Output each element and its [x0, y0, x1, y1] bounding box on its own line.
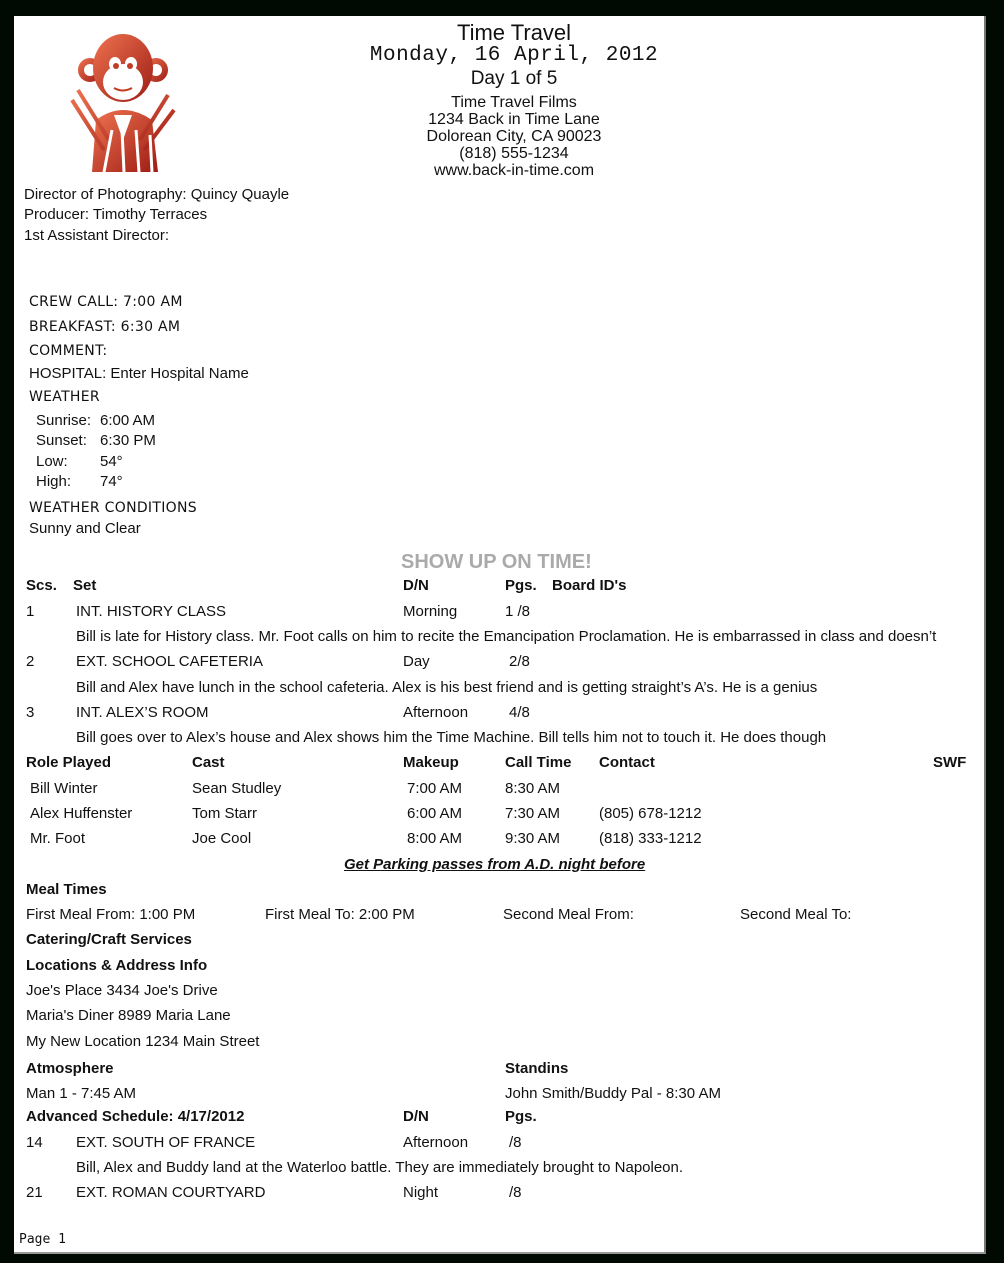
second-meal-from: Second Meal From: — [503, 906, 634, 923]
first-meal-from: First Meal From: 1:00 PM — [26, 906, 196, 923]
hospital: HOSPITAL: Enter Hospital Name — [29, 365, 249, 382]
company-phone: (818) 555-1234 — [459, 145, 569, 162]
location-item: Maria's Diner 8989 Maria Lane — [26, 1007, 231, 1024]
scene-number: 3 — [26, 704, 35, 721]
atmosphere-title: Atmosphere — [26, 1060, 114, 1077]
weather-label: Sunset: — [36, 432, 87, 449]
scene-pages: 4/8 — [509, 704, 530, 721]
scene-dn: Afternoon — [403, 1134, 469, 1151]
scene-pages: 1 /8 — [505, 603, 531, 620]
location-item: Joe's Place 3434 Joe's Drive — [26, 982, 218, 999]
advanced-col-dn: D/N — [403, 1108, 429, 1125]
scene-pages: /8 — [509, 1184, 522, 1201]
locations-title: Locations & Address Info — [26, 957, 208, 974]
scene-dn: Morning — [403, 603, 458, 620]
second-meal-to: Second Meal To: — [740, 906, 852, 923]
col-scs: Scs. — [26, 577, 57, 594]
cast-makeup: 7:00 AM — [407, 780, 463, 797]
company-website[interactable]: www.back-in-time.com — [433, 162, 595, 179]
location-item: My New Location 1234 Main Street — [26, 1033, 260, 1050]
producer: Producer: Timothy Terraces — [24, 206, 208, 223]
company-name: Time Travel Films — [451, 94, 577, 111]
cast-name: Tom Starr — [192, 805, 258, 822]
meal-times-title: Meal Times — [26, 881, 107, 898]
cast-call: 8:30 AM — [505, 780, 561, 797]
monkey-logo-icon — [64, 30, 184, 175]
scene-set: EXT. ROMAN COURTYARD — [76, 1184, 266, 1201]
col-set: Set — [73, 577, 97, 594]
scene-set: INT. ALEX’S ROOM — [76, 704, 209, 721]
scene-dn: Day — [403, 653, 430, 670]
advanced-col-pgs: Pgs. — [505, 1108, 537, 1125]
cast-name: Joe Cool — [192, 830, 252, 847]
conditions-title: WEATHER CONDITIONS — [29, 500, 197, 516]
weather-label: Sunrise: — [36, 412, 92, 429]
scene-desc: Bill and Alex have lunch in the school cafeteria. Alex is his best friend and is getting straight’s A’s. He is a genius — [76, 679, 818, 696]
cast-call: 7:30 AM — [505, 805, 561, 822]
col-board: Board ID's — [552, 577, 627, 594]
conditions: Sunny and Clear — [29, 520, 141, 537]
cast-name: Sean Studley — [192, 780, 282, 797]
first-ad: 1st Assistant Director: — [24, 227, 170, 244]
col-contact: Contact — [599, 754, 655, 771]
breakfast: BREAKFAST: 6:30 AM — [29, 319, 181, 335]
standins-value: John Smith/Buddy Pal - 8:30 AM — [505, 1085, 721, 1102]
scene-dn: Afternoon — [403, 704, 469, 721]
advanced-title: Advanced Schedule: 4/17/2012 — [26, 1108, 245, 1125]
weather-title: WEATHER — [29, 389, 100, 405]
col-call-time: Call Time — [505, 754, 572, 771]
scene-pages: /8 — [509, 1134, 522, 1151]
page-number: Page 1 — [19, 1232, 66, 1247]
scene-set: INT. HISTORY CLASS — [76, 603, 227, 620]
scene-number: 2 — [26, 653, 35, 670]
cast-call: 9:30 AM — [505, 830, 561, 847]
col-pgs: Pgs. — [505, 577, 537, 594]
company-info — [314, 94, 714, 179]
show-up-notice: SHOW UP ON TIME! — [401, 551, 592, 573]
scene-number: 21 — [26, 1184, 43, 1201]
scene-set: EXT. SOUTH OF FRANCE — [76, 1134, 256, 1151]
col-cast: Cast — [192, 754, 225, 771]
weather-value: 6:00 AM — [100, 412, 156, 429]
cast-role: Mr. Foot — [30, 830, 86, 847]
standins-title: Standins — [505, 1060, 569, 1077]
production-title: Time Travel — [456, 20, 572, 45]
day-count: Day 1 of 5 — [470, 68, 558, 89]
dop: Director of Photography: Quincy Quayle — [24, 186, 290, 203]
scene-desc: Bill goes over to Alex’s house and Alex shows him the Time Machine. Bill tells him not to touch it. He does though — [76, 729, 827, 746]
first-meal-to: First Meal To: 2:00 PM — [265, 906, 415, 923]
weather-label: High: — [36, 473, 72, 490]
col-swf: SWF — [933, 754, 967, 771]
call-sheet-page — [14, 16, 986, 1254]
cast-makeup: 6:00 AM — [407, 805, 463, 822]
catering-title: Catering/Craft Services — [26, 931, 192, 948]
scene-dn: Night — [403, 1184, 439, 1201]
scene-pages: 2/8 — [509, 653, 530, 670]
weather-value: 54° — [100, 453, 123, 470]
col-dn: D/N — [403, 577, 429, 594]
cast-role: Alex Huffenster — [30, 805, 133, 822]
company-city: Dolorean City, CA 90023 — [426, 128, 602, 145]
comment: COMMENT: — [29, 343, 108, 359]
weather-value: 74° — [100, 473, 123, 490]
cast-makeup: 8:00 AM — [407, 830, 463, 847]
scene-desc: Bill, Alex and Buddy land at the Waterloo battle. They are immediately brought to Napoleon. — [76, 1159, 684, 1176]
parking-note: Get Parking passes from A.D. night before — [344, 856, 646, 873]
scene-number: 14 — [26, 1134, 43, 1151]
scene-set: EXT. SCHOOL CAFETERIA — [76, 653, 263, 670]
cast-role: Bill Winter — [30, 780, 98, 797]
scene-desc: Bill is late for History class. Mr. Foot calls on him to recite the Emancipation Proclamation. He is embarrassed in class and doesn’t — [76, 628, 937, 645]
atmosphere-value: Man 1 - 7:45 AM — [26, 1085, 137, 1102]
col-makeup: Makeup — [403, 754, 459, 771]
shoot-date: Monday, 16 April, 2012 — [369, 44, 659, 67]
col-role: Role Played — [26, 754, 112, 771]
cast-contact: (805) 678-1212 — [599, 805, 702, 822]
scene-number: 1 — [26, 603, 35, 620]
weather-label: Low: — [36, 453, 68, 470]
crew-call: CREW CALL: 7:00 AM — [29, 294, 183, 310]
company-address: 1234 Back in Time Lane — [428, 111, 600, 128]
weather-value: 6:30 PM — [100, 432, 156, 449]
cast-contact: (818) 333-1212 — [599, 830, 702, 847]
